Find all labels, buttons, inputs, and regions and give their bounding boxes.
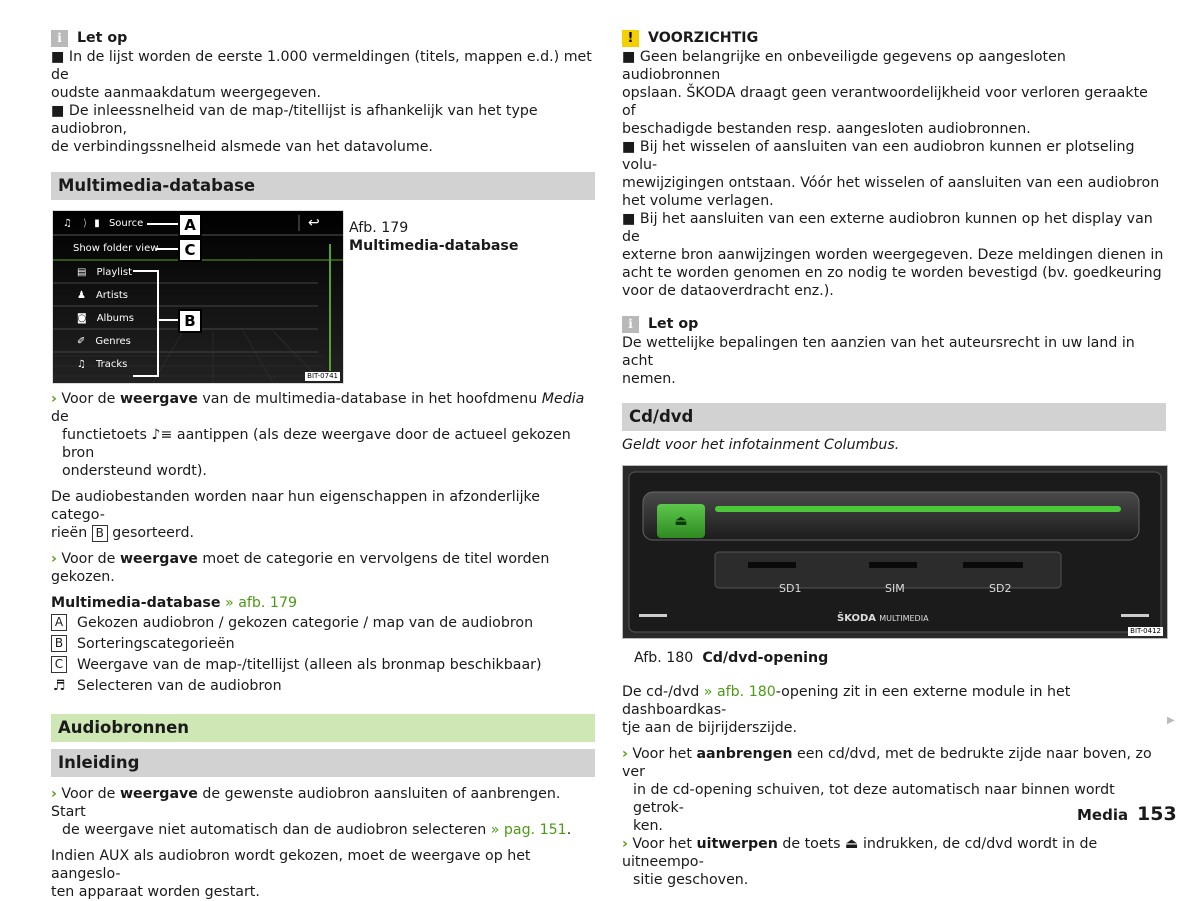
section-heading-audiobronnen: Audiobronnen [51,714,595,742]
figure-tag: BIT-0412 [1130,627,1161,635]
category-artists[interactable]: ♟ Artists [77,290,128,301]
page-number: 153 [1137,803,1177,825]
note-line: nemen. [622,371,676,387]
paragraph-line: de weergave niet automatisch dan de audiobron selecteren » pag. 151. [62,822,572,838]
legend-item: ♬ Selecteren van de audiobron [52,677,282,694]
usb-icon: ▮ [94,218,100,229]
legend-item: A Gekozen audiobron / gekozen categorie / map van de audiobron [51,612,595,633]
note-line: ■ De inleessnelheid van de map-/titellijst is afhankelijk van het type audiobron, [51,103,538,137]
paragraph-line: Indien AUX als audiobron wordt gekozen, moet de weergave op het aangeslo- [51,848,531,882]
note-line: De wettelijke bepalingen ten aanzien van het auteursrecht in uw land in acht [622,335,1135,369]
instruction-paragraph: › Voor het uitwerpen de toets ⏏ indrukken, de cd/dvd wordt in de uitneempo- [622,836,1098,870]
applicability-note: Geldt voor het infotainment Columbus. [622,437,900,453]
warning-line: beschadigde bestanden resp. aangesloten audiobronnen. [622,121,1031,137]
figure-title: Multimedia-database [349,238,519,254]
warning-line: mewijzigingen ontstaan. Vóór het wisselen of aansluiten van een audiobron [622,175,1160,191]
right-column [622,28,1166,889]
warning-line: opslaan. ŠKODA draagt geen verantwoordelijkheid voor verloren geraakte of [622,85,1148,119]
callout-a: A [178,213,202,237]
paragraph-line: tje aan de bijrijderszijde. [622,720,798,736]
warning-icon: ! [622,30,639,47]
figure-caption: Afb. 180 Cd/dvd-opening [634,650,829,666]
music-note-icon: ♫ [63,218,72,229]
callout-c: C [178,238,202,262]
source-label: Source [108,218,144,229]
continue-arrow-icon: ▶ [1167,715,1175,726]
figure-link[interactable]: » afb. 179 [220,595,297,611]
chevron-right-icon: ⟩ [83,218,88,229]
warning-title: VOORZICHTIG [648,30,759,46]
note-title: Let op [648,316,699,332]
playlist-icon: ▤ [77,267,87,278]
warning-line: acht te worden genomen en zo nodig te worden bevestigd (bv. goedkeuring [622,265,1162,281]
arrow-icon: › [51,551,57,567]
section-heading-inleiding: Inleiding [51,749,595,777]
arrow-icon: › [622,836,628,852]
legend-title-line: Multimedia-database » afb. 179 [51,595,297,611]
category-albums[interactable]: ◙ Albums [77,313,134,324]
legend-item: B Sorteringscategorieën [51,633,595,654]
music-note-icon: ♬ [52,677,66,694]
warning-line: ■ Bij het aansluiten van een externe audiobron kunnen op het display van de [622,211,1153,245]
figure-179 [51,210,595,382]
category-playlist[interactable]: ▤ Playlist [77,267,132,278]
category-genres[interactable]: ✐ Genres [77,336,131,347]
note-header [51,28,595,48]
key-box: B [92,525,108,542]
screen-source-row[interactable] [63,212,143,235]
section-heading-multimedia: Multimedia-database [51,172,595,200]
warning-line: ■ Geen belangrijke en onbeveiligde gegevens op aangesloten audiobronnen [622,49,1066,83]
eject-button[interactable]: ⏏ [657,504,705,538]
music-note-icon: ♫ [77,359,86,370]
note-title: Let op [77,30,128,46]
callout-b: B [178,309,202,333]
note-line: oudste aanmaakdatum weergegeven. [51,85,321,101]
left-column [51,28,595,901]
instruction-paragraph: › Voor het aanbrengen een cd/dvd, met de bedrukte zijde naar boven, zo ver [622,746,1152,780]
paragraph-line: De audiobestanden worden naar hun eigenschappen in afzonderlijke catego- [51,489,540,523]
multimedia-screen [52,210,344,384]
slot-label-sim: SIM [885,582,905,595]
warning-line: het volume verlagen. [622,193,774,209]
arrow-icon: › [51,786,57,802]
show-folder-view-button[interactable]: Show folder view [73,243,159,254]
paragraph-line: ken. [633,818,663,834]
page-link[interactable]: » pag. 151 [490,822,567,838]
category-tracks[interactable]: ♫ Tracks [77,359,128,370]
paragraph-line: in de cd-opening schuiven, tot deze automatisch naar binnen wordt getrok- [633,782,1115,816]
info-icon: i [51,30,68,47]
note-header [622,314,1166,334]
note-line: ■ In de lijst worden de eerste 1.000 vermeldingen (titels, mappen e.d.) met de [51,49,592,83]
slot-label-sd2: SD2 [989,582,1012,595]
warning-line: externe bron aanwijzingen worden weergegeven. Deze meldingen dienen in [622,247,1164,263]
figure-180 [622,465,1166,637]
paragraph-line: ten apparaat worden gestart. [51,884,260,900]
guitar-icon: ✐ [77,336,86,347]
figure-caption [349,219,519,255]
instruction-paragraph: › Voor de weergave de gewenste audiobron aansluiten of aanbrengen. Start [51,786,561,820]
instruction-paragraph: › Voor de weergave van de multimedia-database in het hoofdmenu Media de [51,391,585,425]
paragraph-line: rieën B gesorteerd. [51,525,195,541]
footer-section: Media [1077,806,1129,824]
brand-logo: ŠKODA MULTIMEDIA [837,613,929,624]
note-line: de verbindingssnelheid alsmede van het datavolume. [51,139,433,155]
arrow-icon: › [622,746,628,762]
paragraph-line: functietoets ♪≡ aantippen (als deze weergave door de actueel gekozen bron [62,427,571,461]
warning-line: ■ Bij het wisselen of aansluiten van een audiobron kunnen er plotseling volu- [622,139,1135,173]
back-icon[interactable]: ↩ [308,215,320,231]
section-heading-cd: Cd/dvd [622,403,1166,431]
warning-line: voor de dataoverdracht enz.). [622,283,834,299]
paragraph-line: sitie geschoven. [633,872,749,888]
paragraph-line: ondersteund wordt). [62,463,207,479]
arrow-icon: › [51,391,57,407]
figure-link[interactable]: » afb. 180 [703,684,776,700]
figure-number: Afb. 179 [349,220,409,236]
figure-tag: BIT-0741 [307,372,338,380]
info-icon: i [622,316,639,333]
album-icon: ◙ [77,313,87,324]
paragraph-line: De cd-/dvd » afb. 180-opening zit in een externe module in het dashboardkas- [622,684,1071,718]
cd-module-image [622,465,1168,639]
artist-icon: ♟ [77,290,86,301]
warning-header [622,28,1166,48]
legend-item: C Weergave van de map-/titellijst (alleen als bronmap beschikbaar) [51,654,595,675]
instruction-paragraph: › Voor de weergave moet de categorie en vervolgens de titel worden gekozen. [51,551,550,585]
slot-label-sd1: SD1 [779,582,802,595]
